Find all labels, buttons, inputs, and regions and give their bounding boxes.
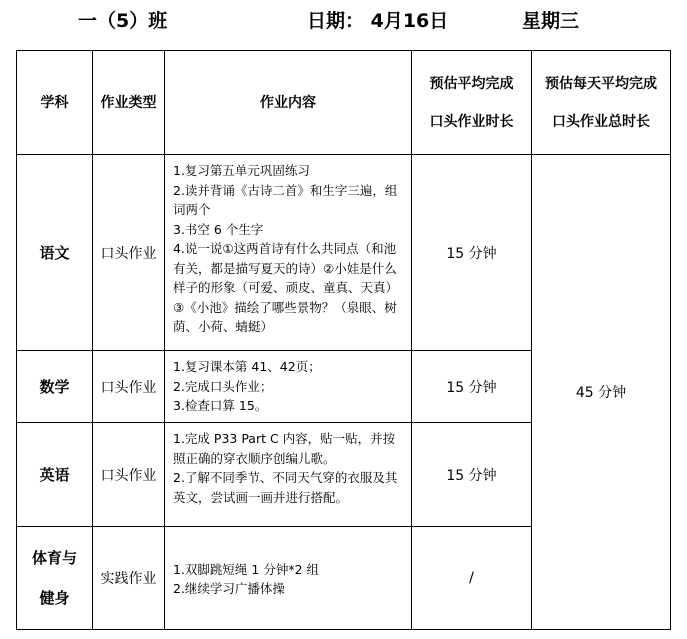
- content-cell: [165, 423, 412, 527]
- content-line: 1.双脚跳短绳 1 分钟*2 组: [173, 561, 320, 577]
- header-type: 作业类型: [93, 51, 165, 155]
- header-content: 作业内容: [165, 51, 412, 155]
- subject-cell: 数学: [17, 351, 93, 423]
- content-line: 3.书空 6 个生字: [173, 221, 264, 237]
- content-line: 1.完成 P33 Part C 内容，贴一贴，并按照正确的穿衣顺序创编儿歌。: [173, 431, 396, 466]
- time-cell: /: [412, 527, 532, 630]
- type-cell: 口头作业: [93, 423, 165, 527]
- header-avg-time-line1: 预估平均完成: [429, 75, 514, 92]
- header-subject: 学科: [17, 51, 93, 155]
- content-line: 2.继续学习广播体操: [173, 581, 285, 596]
- content-line: 4.说一说①这两首诗有什么共同点（和池有关，都是描写夏天的诗）②小娃是什么样子的形象（可爱、顽皮、童真、天真）③《小池》描绘了哪些景物？（泉眼、树荫、小荷、蜻蜓）: [173, 241, 399, 334]
- subject-line: 体育与: [31, 549, 77, 567]
- type-cell: 口头作业: [93, 155, 165, 351]
- homework-table: [16, 50, 671, 630]
- table-row-chinese: [17, 155, 671, 351]
- page-title: [0, 6, 687, 38]
- content-line: 2.完成口头作业；: [173, 378, 273, 394]
- subject-cell: 英语: [17, 423, 93, 527]
- subject-cell: [17, 527, 93, 630]
- content-cell: [165, 155, 412, 351]
- header-daily-total: [532, 51, 671, 155]
- content-line: 3.检查口算 15。: [173, 398, 268, 413]
- subject-line: 健身: [39, 589, 70, 607]
- header-avg-time: [412, 51, 532, 155]
- date-label: 日期： 4月16日: [307, 10, 449, 32]
- table-header-row: [17, 51, 671, 155]
- time-cell: 15 分钟: [412, 423, 532, 527]
- daily-total-cell: 45 分钟: [532, 155, 671, 630]
- type-cell: 口头作业: [93, 351, 165, 423]
- header-daily-total-line2: 口头作业总时长: [552, 113, 650, 130]
- content-line: 1.复习课本第 41、42页；: [173, 359, 321, 374]
- time-cell: 15 分钟: [412, 351, 532, 423]
- content-line: 1.复习第五单元巩固练习: [173, 163, 310, 178]
- type-cell: 实践作业: [93, 527, 165, 630]
- content-line: 2.读并背诵《古诗二首》和生字三遍，组词两个: [173, 182, 398, 217]
- content-line: 2.了解不同季节、不同天气穿的衣服及其英文，尝试画一画并进行搭配。: [173, 470, 398, 505]
- header-daily-total-line1: 预估每天平均完成: [545, 75, 657, 92]
- content-cell: [165, 351, 412, 423]
- weekday-label: 星期三: [522, 10, 580, 32]
- time-cell: 15 分钟: [412, 155, 532, 351]
- header-avg-time-line2: 口头作业时长: [429, 113, 514, 130]
- subject-cell: 语文: [17, 155, 93, 351]
- class-name: 一（5）班: [78, 10, 168, 32]
- content-cell: [165, 527, 412, 630]
